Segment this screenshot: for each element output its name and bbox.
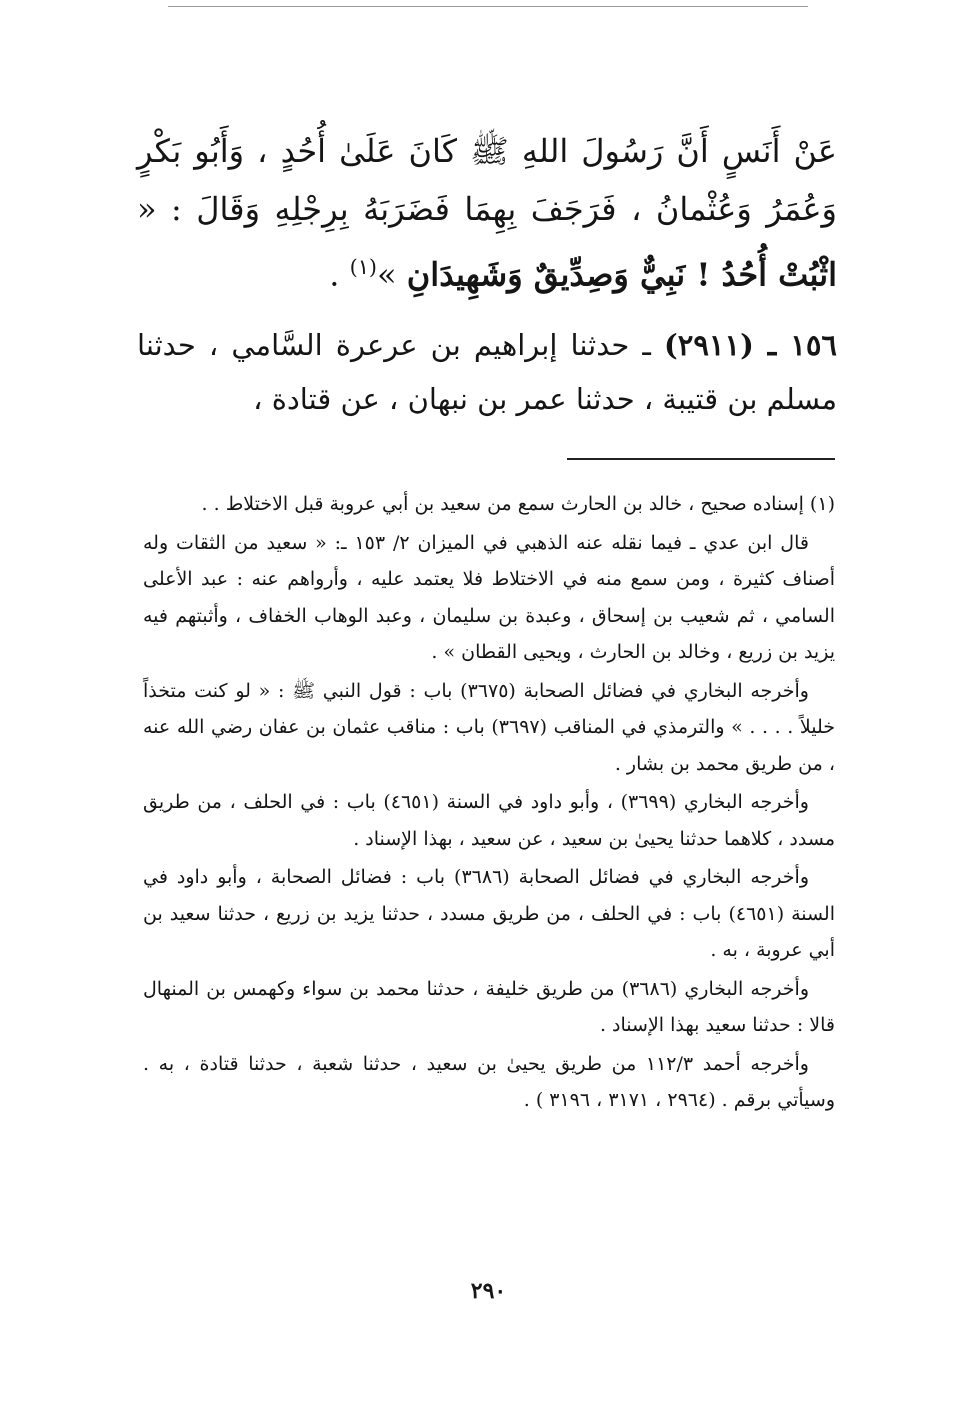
hadith-number: ١٥٦ ـ (٢٩١١) — [664, 328, 837, 362]
matn-quote: اثْبُتْ أُحُدُ ! نَبِيٌّ وَصِدِّيقٌ وَشَهِيدَانِ — [406, 255, 837, 294]
matn-text: عَنْ أَنَسٍ أَنَّ رَسُولَ اللهِ ﷺ كَانَ عَلَىٰ أُحُدٍ ، وَأَبُو بَكْرٍ وَعُمَرُ وَعُثْمانُ ، فَرَجَفَ بِهِمَا فَضَرَبَهُ بِرِجْلِهِ وَقَالَ : « — [137, 132, 838, 228]
hadith-matn — [137, 122, 837, 304]
footnote-paragraph: وأخرجه البخاري في فضائل الصحابة (٣٦٨٦) باب : فضائل الصحابة ، وأبو داود في السنة (٤٦٥١) باب : في الحلف ، من طريق مسدد ، حدثنا يزيد بن زريع ، حدثنا سعيد بن أبي عروبة ، به . — [143, 866, 836, 961]
footnote-paragraph: وأخرجه البخاري (٣٦٨٦) من طريق خليفة ، حدثنا محمد بن سواء وكهمس بن المنهال قالا : حدثنا سعيد بهذا الإسناد . — [143, 977, 835, 1036]
matn-quote-close: » — [377, 255, 407, 294]
top-rule — [168, 6, 808, 7]
footnote-marker: (١) — [349, 255, 378, 279]
footnote-paragraph: قال ابن عدي ـ فيما نقله عنه الذهبي في الميزان ٢/ ١٥٣ ـ: « سعيد من الثقات وله أصناف كثيرة ، ومن سمع منه في الاختلاط فلا يعتمد عليه ، وأرواهم عنه : عبد الأعلى السامي ، ثم شعيب بن إسحاق ، وعبدة بن سليمان ، وعبد الوهاب الخفاف ، وأثبتهم فيه يزيد بن زريع ، وخالد بن الحارث ، ويحيى القطان » . — [143, 531, 835, 663]
footnote-paragraph: (١) إسناده صحيح ، خالد بن الحارث سمع من سعيد بن أبي عروبة قبل الاختلاط . . — [201, 493, 835, 515]
footnote-paragraph: وأخرجه أحمد ١١٢/٣ من طريق يحيىٰ بن سعيد ، حدثنا شعبة ، حدثنا قتادة ، به . وسيأتي برقم . (٢٩٦٤ ، ٣١٧١ ، ٣١٩٦ ) . — [143, 1052, 835, 1111]
footnote-separator — [567, 458, 835, 460]
footnote-paragraph: وأخرجه البخاري في فضائل الصحابة (٣٦٧٥) باب : قول النبي ﷺ : « لو كنت متخذاً خليلاً . . . . » والترمذي في المناقب (٣٦٩٧) باب : مناقب عثمان بن عفان رضي الله عنه ، من طريق محمد بن بشار . — [143, 679, 835, 775]
hadith-isnad — [137, 318, 837, 426]
footnote-paragraph: وأخرجه البخاري (٣٦٩٩) ، وأبو داود في السنة (٤٦٥١) باب : في الحلف ، من طريق مسدد ، كلاهما حدثنا يحيىٰ بن سعيد ، عن سعيد ، بهذا الإسناد . — [143, 791, 835, 850]
footnotes — [143, 486, 835, 1121]
hadith-isnad-text: ـ حدثنا إبراهيم بن عرعرة السَّامي ، حدثنا مسلم بن قتيبة ، حدثنا عمر بن نبهان ، عن قتادة ، — [137, 328, 837, 416]
matn-end: . — [329, 255, 350, 294]
page-number: ٢٩٠ — [470, 1278, 507, 1304]
